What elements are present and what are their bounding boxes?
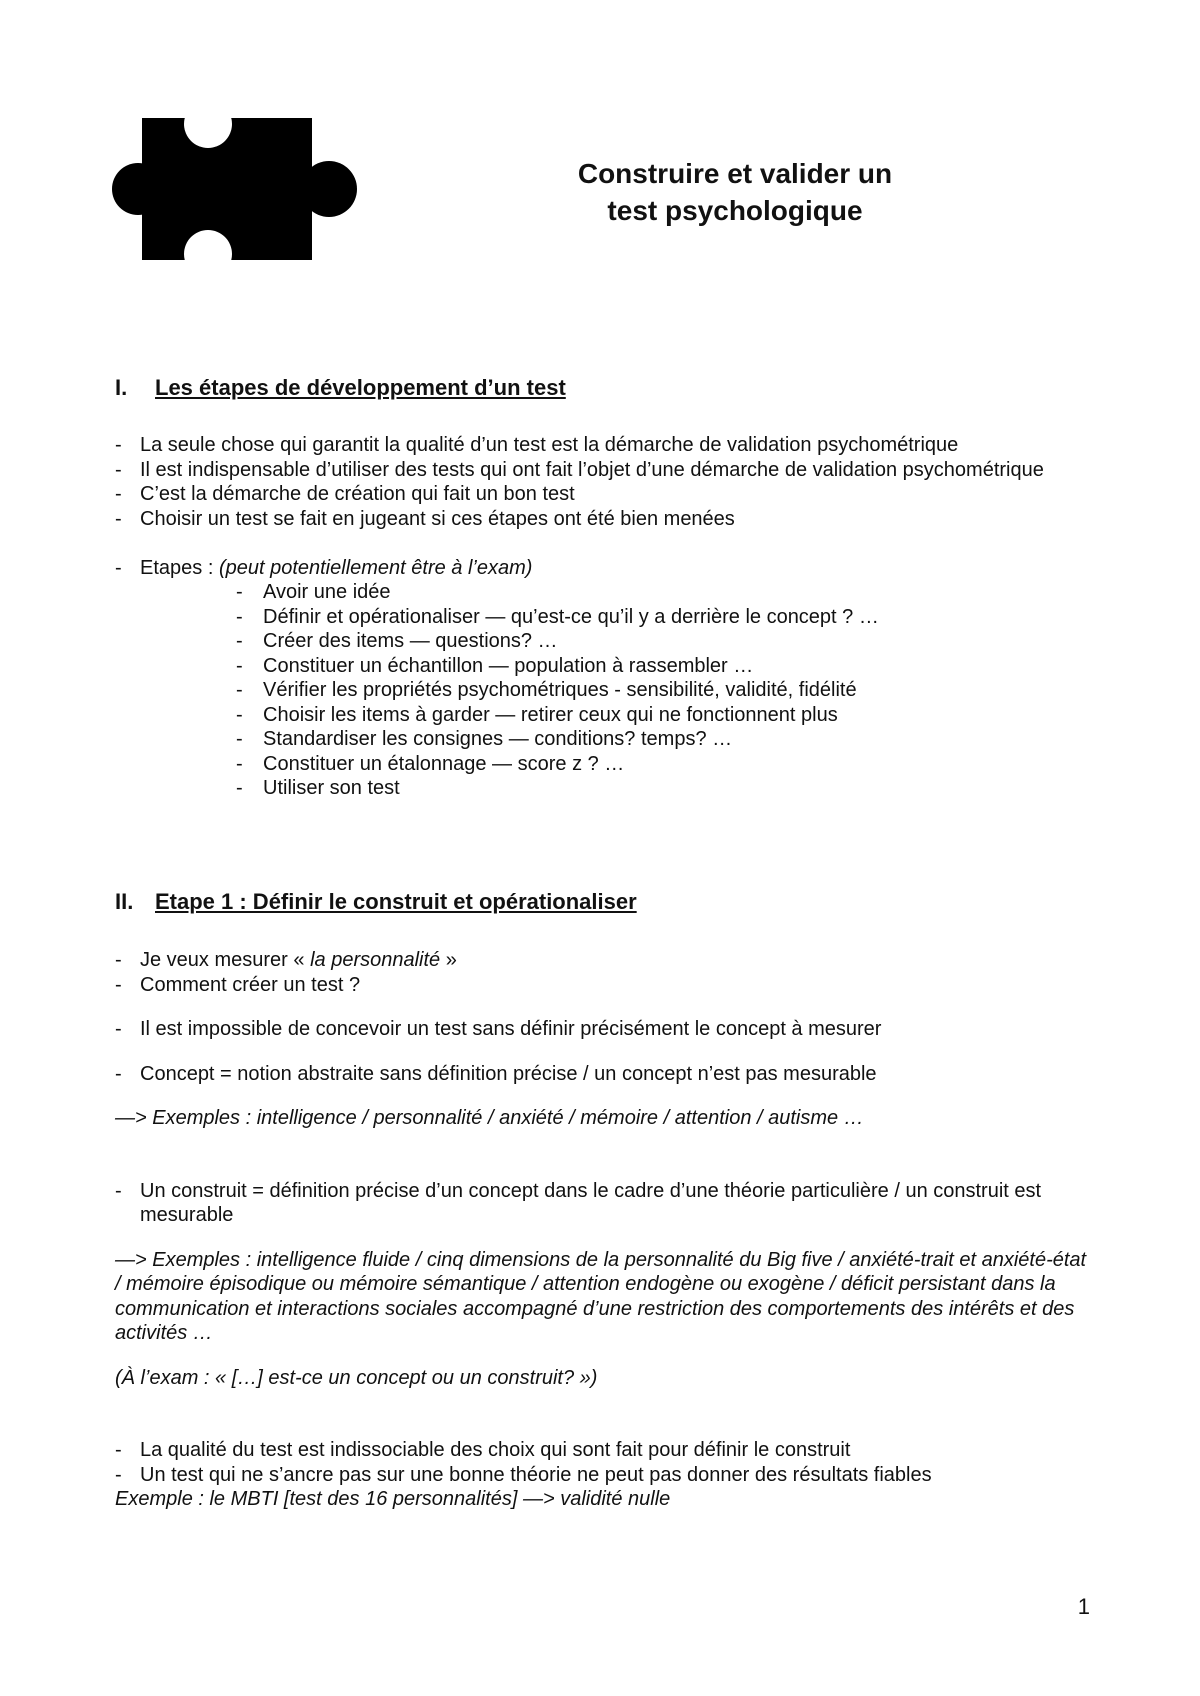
step-item: - Définir et opérationaliser — qu’est-ce qu’il y a derrière le concept ? … bbox=[115, 605, 1095, 630]
step-item: - Constituer un échantillon — population à rassembler … bbox=[115, 654, 1095, 679]
step-item: - Créer des items — questions? … bbox=[115, 629, 1095, 654]
steps-line bbox=[115, 556, 1095, 581]
example-line: Exemple : le MBTI [test des 16 personnalités] —> validité nulle bbox=[115, 1488, 671, 1510]
example-paragraph: —> Exemples : intelligence fluide / cinq dimensions de la personnalité du Big five / anxiété-trait et anxiété-état / mémoire épisodique ou mémoire sémantique / attention endogène ou exogène / déficit persistant dans la communication et interactions sociales accompagné d’une restriction des comportements des intérêts et des activités … bbox=[115, 1248, 1087, 1344]
section-1-title: Les étapes de développement d’un test bbox=[155, 375, 566, 400]
list-item: - La qualité du test est indissociable des choix qui sont fait pour définir le construit bbox=[115, 1438, 1095, 1463]
example-line: —> Exemples : intelligence / personnalité / anxiété / mémoire / attention / autisme … bbox=[115, 1107, 864, 1129]
section-2-number: II. bbox=[115, 889, 134, 914]
step-item: - Constituer un étalonnage — score z ? … bbox=[115, 752, 1095, 777]
list-item: - C’est la démarche de création qui fait un bon test bbox=[115, 482, 1095, 507]
section-1-body bbox=[115, 433, 1095, 801]
list-item: - Un construit = définition précise d’un concept dans le cadre d’une théorie particulière / un construit est mesurable bbox=[115, 1179, 1095, 1228]
list-item: - Concept = notion abstraite sans définition précise / un concept n’est pas mesurable bbox=[115, 1062, 1095, 1087]
step-item: - Standardiser les consignes — conditions? temps? … bbox=[115, 727, 1095, 752]
section-1-heading bbox=[115, 374, 566, 402]
list-item: - Un test qui ne s’ancre pas sur une bonne théorie ne peut pas donner des résultats fiables bbox=[115, 1463, 1095, 1488]
section-2-title: Etape 1 : Définir le construit et opérationaliser bbox=[155, 889, 637, 914]
step-item: - Utiliser son test bbox=[115, 776, 1095, 801]
step-item: - Choisir les items à garder — retirer ceux qui ne fonctionnent plus bbox=[115, 703, 1095, 728]
list-item: - Comment créer un test ? bbox=[115, 973, 1095, 998]
list-item: - Il est impossible de concevoir un test sans définir précisément le concept à mesurer bbox=[115, 1017, 1095, 1042]
title-line-2: test psychologique bbox=[607, 195, 863, 226]
steps-note: (peut potentiellement être à l’exam) bbox=[218, 556, 533, 579]
section-2-body bbox=[115, 948, 1095, 1512]
list-item: - Il est indispensable d’utiliser des tests qui ont fait l’objet d’une démarche de validation psychométrique bbox=[115, 458, 1095, 483]
section-1-number: I. bbox=[115, 375, 128, 400]
list-item bbox=[115, 948, 1095, 973]
title-line-1: Construire et valider un bbox=[577, 158, 893, 189]
step-item: - Avoir une idée bbox=[115, 580, 1095, 605]
puzzle-piece-icon bbox=[112, 110, 362, 260]
document-title bbox=[520, 155, 950, 229]
b1-post: » bbox=[440, 949, 457, 971]
b1-italic: la personnalité bbox=[310, 949, 441, 971]
page-number: 1 bbox=[1077, 1594, 1090, 1619]
section-2-heading bbox=[115, 888, 637, 916]
b1-pre: Je veux mesurer « bbox=[140, 949, 311, 971]
exam-note: (À l’exam : « […] est-ce un concept ou un construit? ») bbox=[115, 1366, 598, 1389]
steps-label: Etapes : bbox=[140, 556, 219, 579]
step-item: - Vérifier les propriétés psychométriques - sensibilité, validité, fidélité bbox=[115, 678, 1095, 703]
list-item: - La seule chose qui garantit la qualité d’un test est la démarche de validation psychométrique bbox=[115, 433, 1095, 458]
list-item: - Choisir un test se fait en jugeant si ces étapes ont été bien menées bbox=[115, 507, 1095, 532]
